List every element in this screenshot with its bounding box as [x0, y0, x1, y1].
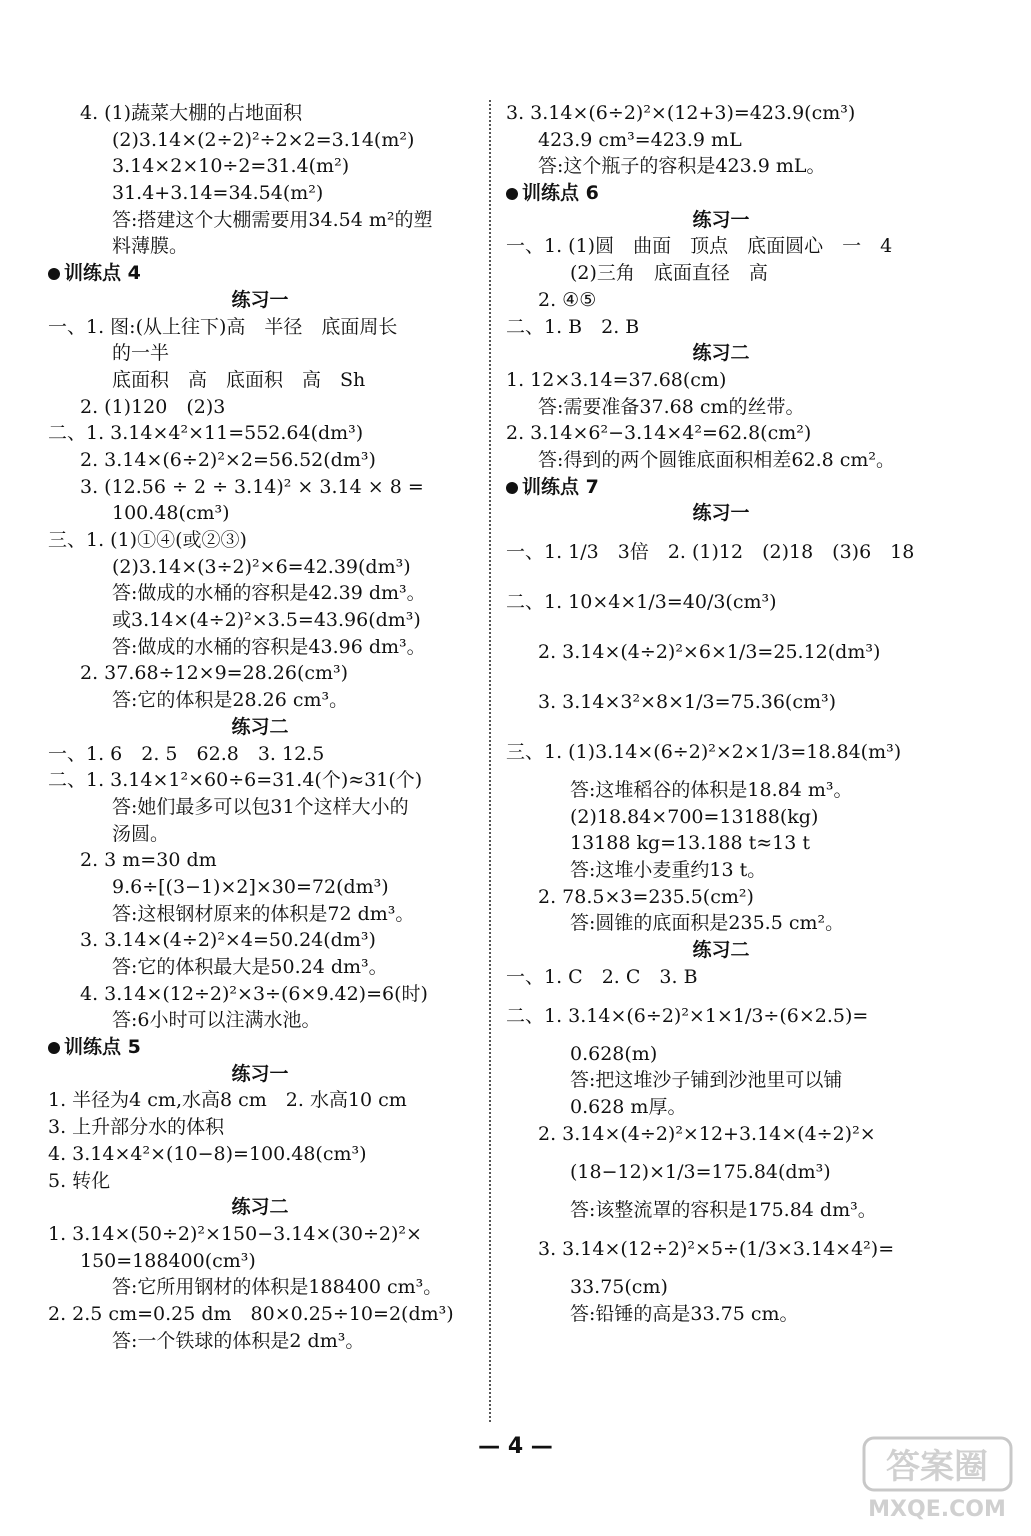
- answer-line: 汤圆。: [112, 822, 170, 845]
- answer-line: 答:该整流罩的容积是175.84 dm³。: [570, 1199, 877, 1222]
- answer-line: 二、1. 3.14×1²×60÷6=31.4(个)≈31(个): [48, 769, 423, 792]
- answer-line: 3. 3.14×(12÷2)²×5÷(1/3×3.14×4²)=: [538, 1237, 895, 1260]
- answer-line: 料薄膜。: [112, 235, 189, 258]
- bullet-icon: [506, 482, 518, 494]
- answer-line: 3. 3.14×(6÷2)²×(12+3)=423.9(cm³): [506, 102, 856, 124]
- answer-line: (2)18.84×700=13188(kg): [570, 805, 819, 828]
- answer-line: 3. 3.14×(4÷2)²×4=50.24(dm³): [80, 929, 376, 952]
- bullet-icon: [48, 268, 60, 280]
- answer-line: 31.4+3.14=34.54(m²): [112, 182, 324, 205]
- answer-line: 三、1. (1)①④(或②③): [48, 529, 247, 551]
- answer-line: 2. 3.14×(6÷2)²×2=56.52(dm³): [80, 448, 376, 471]
- section-heading: [48, 1034, 472, 1061]
- watermark-text: 答案圈: [886, 1447, 988, 1487]
- answer-line: 2. 37.68÷12×9=28.26(cm³): [80, 662, 349, 685]
- answer-line: 答:6小时可以注满水池。: [112, 1009, 321, 1032]
- answer-line: 一、1. C 2. C 3. B: [506, 965, 698, 988]
- answer-line: 2. ④⑤: [538, 288, 597, 311]
- answer-line: 2. 3 m=30 dm: [80, 849, 217, 872]
- answer-line: 底面积 高 底面积 高 Sh: [112, 368, 366, 391]
- answer-line: 4. 3.14×4²×(10−8)=100.48(cm³): [48, 1142, 367, 1165]
- exercise-title: 练习一: [692, 502, 750, 525]
- watermark-url: MXQE.COM: [868, 1497, 1006, 1522]
- answer-line: (18−12)×1/3=175.84(dm³): [570, 1161, 831, 1184]
- answer-line: (2)3.14×(2÷2)²÷2×2=3.14(m²): [112, 128, 415, 151]
- answer-line: 2. 3.14×6²−3.14×4²=62.8(cm²): [506, 422, 812, 445]
- answer-line: 答:这堆稻谷的体积是18.84 m³。: [570, 779, 853, 801]
- answer-line: 2. 3.14×(4÷2)²×12+3.14×(4÷2)²×: [538, 1122, 876, 1145]
- answer-line: 答:得到的两个圆锥底面积相差62.8 cm²。: [538, 448, 896, 471]
- section-heading-text: 训练点 6: [522, 182, 599, 205]
- exercise-title: 练习二: [692, 342, 750, 365]
- answer-line: 答:搭建这个大棚需要用34.54 m²的塑: [112, 208, 433, 231]
- exercise-title: 练习一: [692, 208, 750, 231]
- answer-line: 3.14×2×10÷2=31.4(m²): [112, 155, 350, 178]
- answer-line: 答:它的体积是28.26 cm³。: [112, 689, 349, 712]
- watermark-logo: [860, 1430, 1015, 1525]
- answer-line: 一、1. 1/3 3倍 2. (1)12 (2)18 (3)6 18: [506, 541, 915, 563]
- exercise-title: 练习二: [692, 939, 750, 962]
- answer-line: 423.9 cm³=423.9 mL: [538, 128, 742, 151]
- exercise-title: 练习一: [231, 1062, 289, 1085]
- section-heading: [506, 180, 936, 207]
- answer-line: 1. 12×3.14=37.68(cm): [506, 368, 727, 391]
- answer-line: 答:把这堆沙子铺到沙池里可以铺: [570, 1069, 843, 1092]
- answer-line: 二、1. 10×4×1/3=40/3(cm³): [506, 591, 777, 613]
- exercise-title: 练习一: [231, 288, 289, 311]
- answer-line: 答:一个铁球的体积是2 dm³。: [112, 1329, 365, 1352]
- answer-line: 1. 半径为4 cm,水高8 cm 2. 水高10 cm: [48, 1089, 407, 1112]
- answer-line: 2. 78.5×3=235.5(cm²): [538, 885, 754, 908]
- section-heading-text: 训练点 4: [64, 262, 141, 285]
- answer-line: 答:做成的水桶的容积是43.96 dm³。: [112, 635, 426, 658]
- answer-line: 答:这根钢材原来的体积是72 dm³。: [112, 902, 415, 925]
- answer-line: 或3.14×(4÷2)²×3.5=43.96(dm³): [112, 609, 421, 632]
- page-number: — 4 —: [478, 1434, 553, 1459]
- answer-line: 3. 3.14×3²×8×1/3=75.36(cm³): [538, 691, 837, 713]
- answer-line: 5. 转化: [48, 1169, 111, 1192]
- bullet-icon: [48, 1042, 60, 1054]
- answer-line: 1. 3.14×(50÷2)²×150−3.14×(30÷2)²×: [48, 1222, 422, 1245]
- answer-line: 0.628(m): [570, 1042, 658, 1065]
- answer-line: 三、1. (1)3.14×(6÷2)²×2×1/3=18.84(m³): [506, 741, 902, 763]
- answer-line: 一、1. (1)圆 曲面 顶点 底面圆心 一 4: [506, 235, 893, 258]
- answer-line: 答:这个瓶子的容积是423.9 mL。: [538, 155, 826, 178]
- answer-line: 9.6÷[(3−1)×2]×30=72(dm³): [112, 875, 389, 898]
- answer-line: 3. 上升部分水的体积: [48, 1116, 225, 1139]
- answer-line: 二、1. 3.14×4²×11=552.64(dm³): [48, 422, 364, 445]
- section-heading-text: 训练点 5: [64, 1036, 141, 1059]
- exercise-title: 练习二: [231, 715, 289, 738]
- answer-line: 二、1. 3.14×(6÷2)²×1×1/3÷(6×2.5)=: [506, 1004, 869, 1027]
- answer-line: 答:她们最多可以包31个这样大小的: [112, 795, 409, 818]
- answer-line: (2)三角 底面直径 高: [570, 262, 768, 285]
- bullet-icon: [506, 188, 518, 200]
- answer-line: 答:做成的水桶的容积是42.39 dm³。: [112, 582, 426, 605]
- answer-line: 4. (1)蔬菜大棚的占地面积: [80, 102, 303, 124]
- answer-line: 2. (1)120 (2)3: [80, 395, 226, 418]
- answer-line: 答:需要准备37.68 cm的丝带。: [538, 395, 805, 418]
- answer-line: 答:圆锥的底面积是235.5 cm²。: [570, 912, 845, 935]
- answer-line: 4. 3.14×(12÷2)²×3÷(6×9.42)=6(时): [80, 982, 428, 1005]
- answer-line: 答:这堆小麦重约13 t。: [570, 859, 767, 882]
- answer-line: 答:铅锤的高是33.75 cm。: [570, 1302, 799, 1325]
- answer-line: 33.75(cm): [570, 1275, 668, 1298]
- answer-line: 2. 3.14×(4÷2)²×6×1/3=25.12(dm³): [538, 641, 881, 663]
- section-heading: [48, 260, 472, 287]
- answer-line: 13188 kg=13.188 t≈13 t: [570, 832, 811, 855]
- answer-line: 2. 2.5 cm=0.25 dm 80×0.25÷10=2(dm³): [48, 1302, 454, 1325]
- section-heading-text: 训练点 7: [522, 475, 599, 498]
- answer-line: 的一半: [112, 342, 170, 365]
- answer-line: (2)3.14×(3÷2)²×6=42.39(dm³): [112, 555, 411, 578]
- right-column: [506, 100, 936, 1327]
- answer-line: 答:它所用钢材的体积是188400 cm³。: [112, 1276, 443, 1299]
- answer-line: 100.48(cm³): [112, 502, 230, 525]
- answer-line: 答:它的体积最大是50.24 dm³。: [112, 956, 388, 978]
- answer-line: 一、1. 图:(从上往下)高 半径 底面周长: [48, 315, 398, 338]
- answer-line: 一、1. 6 2. 5 62.8 3. 12.5: [48, 742, 325, 765]
- answer-line: 0.628 m厚。: [570, 1095, 687, 1118]
- answer-line: 二、1. B 2. B: [506, 315, 640, 338]
- column-divider: [489, 100, 491, 1422]
- section-heading: [506, 474, 936, 501]
- exercise-title: 练习二: [231, 1196, 289, 1219]
- answer-line: 3. (12.56 ÷ 2 ÷ 3.14)² × 3.14 × 8 =: [80, 475, 424, 498]
- left-column: [48, 100, 472, 1354]
- answer-line: 150=188400(cm³): [80, 1249, 256, 1272]
